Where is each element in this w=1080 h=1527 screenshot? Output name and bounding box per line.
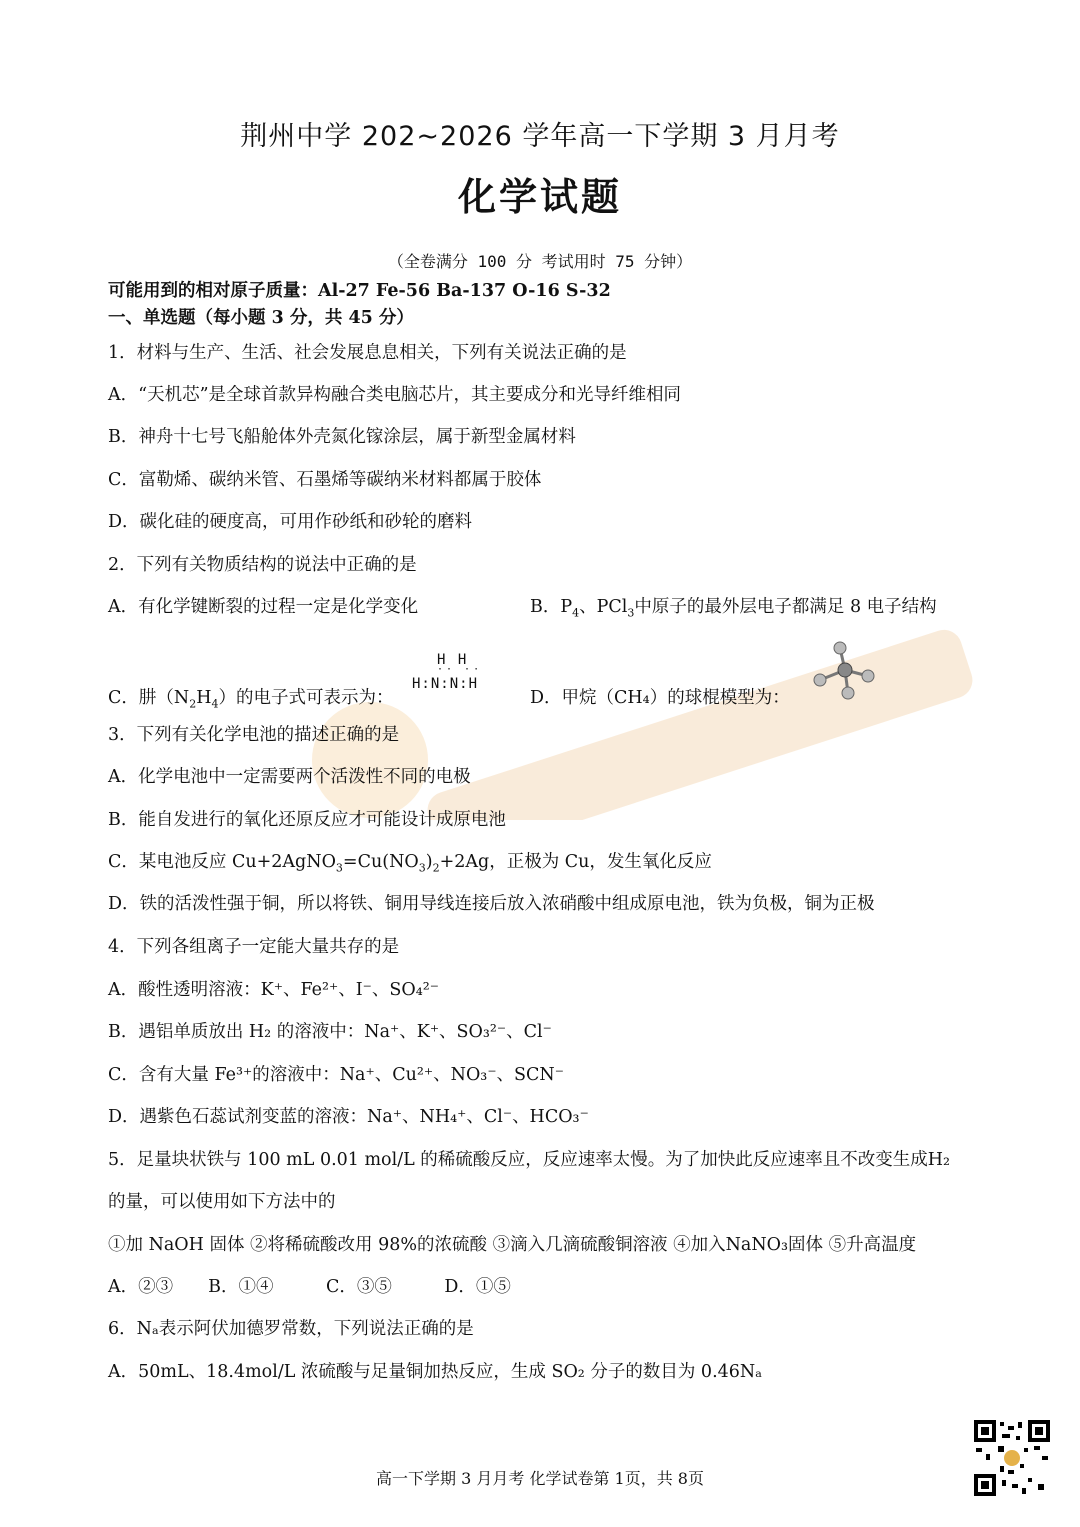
question-3-option-b: B．能自发进行的氧化还原反应才可能设计成原电池 — [108, 810, 506, 830]
atomic-masses: 可能用到的相对原子质量：Al-27 Fe-56 Ba-137 O-16 S-32 — [108, 281, 611, 301]
question-4-option-b: B．遇铝单质放出 H₂ 的溶液中：Na⁺、K⁺、SO₃²⁻、Cl⁻ — [108, 1022, 552, 1042]
exam-note: （全卷满分 100 分 考试用时 75 分钟） — [387, 252, 693, 271]
question-6-stem: 6．Nₐ表示阿伏加德罗常数，下列说法正确的是 — [108, 1319, 474, 1339]
question-2-stem: 2．下列有关物质结构的说法中正确的是 — [108, 555, 417, 575]
question-4-stem: 4．下列各组离子一定能大量共存的是 — [108, 937, 400, 957]
question-4-option-a: A．酸性透明溶液：K⁺、Fe²⁺、I⁻、SO₄²⁻ — [108, 980, 439, 1000]
question-4-option-d: D．遇紫色石蕊试剂变蓝的溶液：Na⁺、NH₄⁺、Cl⁻、HCO₃⁻ — [108, 1107, 589, 1127]
question-3-option-d: D．铁的活泼性强于铜，所以将铁、铜用导线连接后放入浓硝酸中组成原电池，铁为负极，铜为正极 — [108, 894, 875, 914]
question-5-options: A．②③ B．①④ C．③⑤ D．①⑤ — [108, 1277, 511, 1297]
methane-ball-stick-model — [812, 640, 882, 702]
question-5-stem-line2: 的量，可以使用如下方法中的 — [108, 1192, 336, 1212]
exam-title: 荆州中学 202~2026 学年高一下学期 3 月月考 — [240, 121, 840, 152]
question-3-option-a: A．化学电池中一定需要两个活泼性不同的电极 — [108, 767, 471, 787]
question-2-option-b: B．$P_4$、PCl$_3$中原子的最外层电子都满足 8 电子结构 — [530, 597, 937, 620]
page-footer: 高一下学期 3 月月考 化学试卷第 1页，共 8页 — [376, 1469, 704, 1488]
hydrazine-lewis-structure — [412, 652, 502, 696]
question-1-stem: 1．材料与生产、生活、社会发展息息相关，下列有关说法正确的是 — [108, 343, 627, 363]
question-5-methods: ①加 NaOH 固体 ②将稀硫酸改用 98%的浓硫酸 ③滴入几滴硫酸铜溶液 ④加入NaNO₃固体 ⑤升高温度 — [108, 1235, 917, 1255]
question-3-stem: 3．下列有关化学电池的描述正确的是 — [108, 725, 400, 745]
question-6-option-a: A．50mL、18.4mol/L 浓硫酸与足量铜加热反应，生成 SO₂ 分子的数目为 0.46Nₐ — [108, 1362, 762, 1382]
section-heading: 一、单选题（每小题 3 分，共 45 分） — [108, 308, 414, 328]
lewis-top-hydrogens: H H — [437, 652, 469, 668]
question-2-option-c: C．肼$(N_2H_4)$的电子式可表示为： — [108, 688, 394, 711]
subject-title: 化学试题 — [457, 175, 622, 219]
question-1-option-d: D．碳化硅的硬度高，可用作砂纸和砂轮的磨料 — [108, 512, 473, 532]
question-4-option-c: C．含有大量 Fe³⁺的溶液中：Na⁺、Cu²⁺、NO₃⁻、SCN⁻ — [108, 1065, 564, 1085]
question-1-option-c: C．富勒烯、碳纳米管、石墨烯等碳纳米材料都属于胶体 — [108, 470, 542, 490]
question-5-stem-line1: 5．足量块状铁与 100 mL 0.01 mol/L 的稀硫酸反应，反应速率太慢。为了加快此反应速率且不改变生成H₂ — [108, 1150, 951, 1170]
question-2-option-a: A．有化学键断裂的过程一定是化学变化 — [108, 597, 419, 617]
lewis-main-row: H:N:N:H — [412, 676, 479, 692]
question-2-option-d: D．甲烷（CH₄）的球棍模型为： — [530, 688, 790, 708]
question-1-option-a: A．“天机芯”是全球首款异构融合类电脑芯片，其主要成分和光导纤维相同 — [108, 385, 682, 405]
question-1-option-b: B．神舟十七号飞船舱体外壳氮化镓涂层，属于新型金属材料 — [108, 427, 576, 447]
lewis-lone-pairs: ·· ·· — [437, 664, 483, 675]
question-3-option-c: C．某电池反应 $Cu+2AgNO_3=Cu(NO_3)_2+2Ag$，正极为 Cu，发生氧化反应 — [108, 852, 712, 875]
